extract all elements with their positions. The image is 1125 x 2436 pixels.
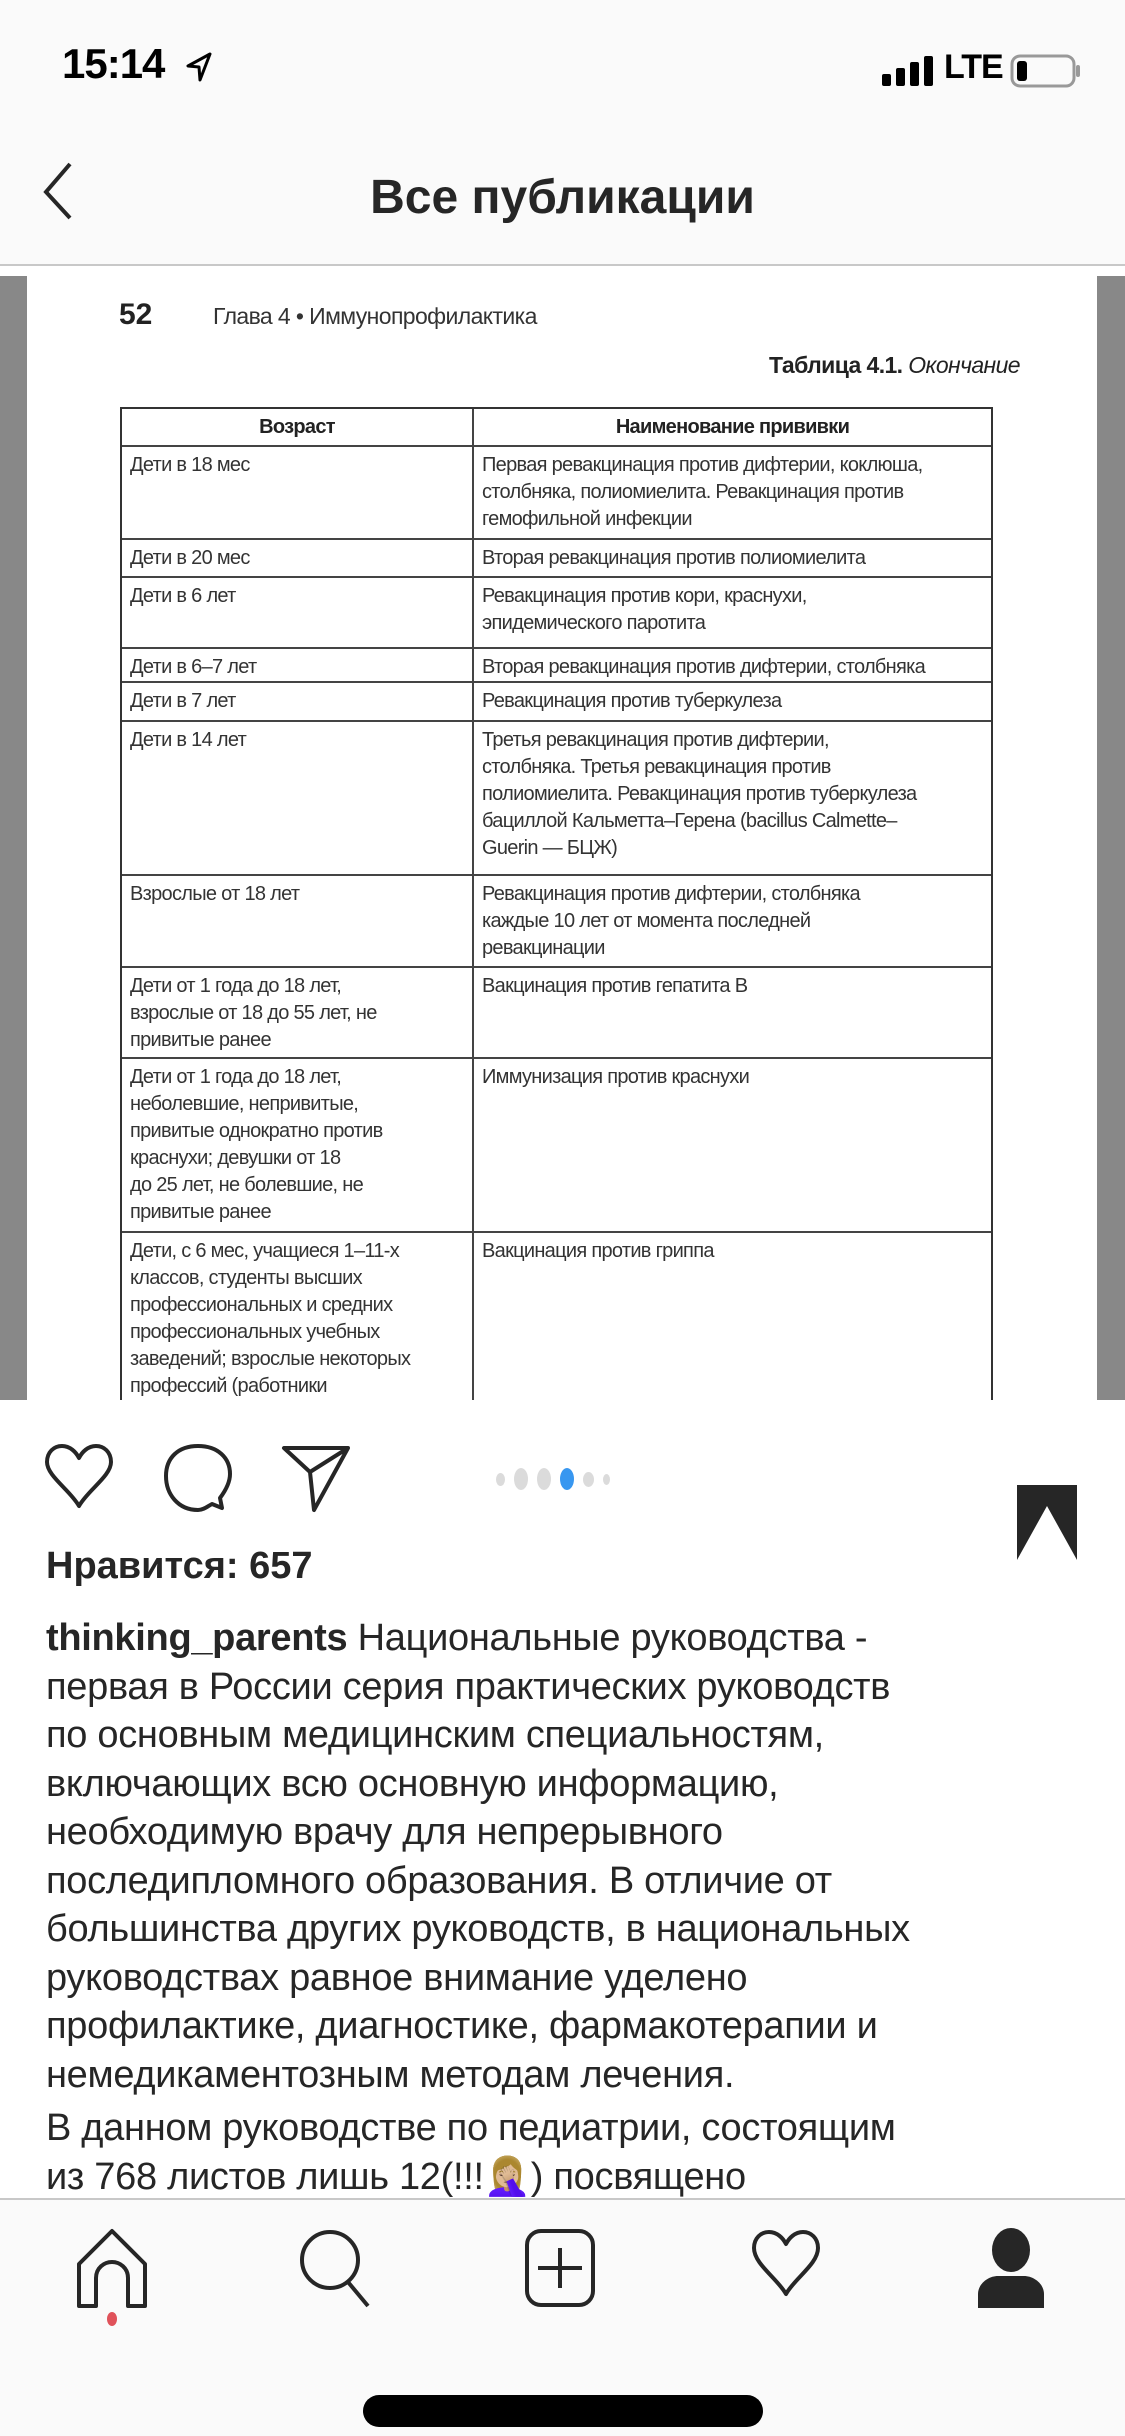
notification-dot: [107, 2312, 117, 2326]
cell-vaccine: Иммунизация против краснухи: [482, 1066, 750, 1088]
carousel-dot: [514, 1468, 528, 1490]
home-icon[interactable]: [76, 2228, 148, 2308]
post-caption: [46, 1614, 1096, 2201]
table-row: [122, 540, 991, 578]
cell-vaccine: Вторая ревакцинация против полиомиелита: [482, 547, 866, 569]
new-post-icon[interactable]: [524, 2228, 596, 2308]
table-row: [122, 722, 991, 876]
caption-text: Национальные руководства -: [357, 1617, 868, 1659]
caption-text: первая в России серия практических руководств: [46, 1665, 891, 1708]
cell-age: Дети в 18 мес: [122, 447, 474, 538]
carousel-indicator: [496, 1468, 610, 1490]
cell-age: Дети в 7 лет: [122, 683, 474, 720]
carousel-dot: [560, 1468, 574, 1490]
caption-text: руководствах равное внимание уделено: [46, 1956, 748, 1999]
carousel-dot: [603, 1474, 610, 1485]
cell-age: Дети в 6 лет: [122, 578, 474, 647]
location-arrow-icon: [186, 52, 212, 82]
post-image-carousel[interactable]: [0, 276, 1125, 1400]
caption-line: [46, 1905, 1096, 1954]
bookmark-icon[interactable]: [1016, 1484, 1078, 1560]
caption-line: В данном руководстве по педиатрии, состоящим: [46, 2107, 896, 2149]
battery-icon: [1010, 54, 1082, 88]
post-actions: [0, 1440, 1125, 1520]
table-row: [122, 968, 991, 1059]
caption-line: [46, 1760, 1096, 1809]
table-caption: [769, 352, 1020, 379]
table-caption-bold: Таблица 4.1.: [769, 352, 903, 378]
activity-heart-icon[interactable]: [750, 2228, 822, 2298]
caption-line: [46, 1711, 1096, 1760]
book-page-image: [27, 276, 1097, 1400]
cell-vaccine: Ревакцинация против кори, краснухи, эпидемического паротита: [482, 585, 807, 634]
column-header-age: Возраст: [122, 409, 474, 445]
comment-icon[interactable]: [162, 1442, 234, 1514]
table-caption-italic: Окончание: [908, 352, 1020, 378]
table-row: [122, 1233, 991, 1400]
caption-text: большинства других руководств, в национальных: [46, 1908, 910, 1950]
caption-text: профилактике, диагностике, фармакотерапии и: [46, 2005, 878, 2047]
caption-line: [46, 2051, 1096, 2100]
likes-count[interactable]: Нравится: 657: [46, 1545, 313, 1587]
carousel-dot: [537, 1468, 551, 1490]
caption-line: [46, 2002, 1096, 2051]
caption-line: из 768 листов лишь 12(!!!🤦🏼‍♀️) посвящено: [46, 2155, 746, 2198]
chapter-title: Глава 4 • Иммунопрофилактика: [213, 303, 537, 329]
caption-line: [46, 1663, 1096, 1712]
caption-text: немедикаментозным методам лечения.: [46, 2053, 735, 2096]
cell-age: Дети, с 6 мес, учащиеся 1–11-х классов, студенты высших профессиональных и средних профессиональных учебных заведений; взрослые некоторых профессий (работники: [122, 1233, 474, 1400]
home-indicator[interactable]: [363, 2395, 763, 2427]
caption-line: [46, 1954, 1096, 2003]
table-row: [122, 1059, 991, 1233]
caption-line: [46, 1857, 1096, 1906]
table-header-row: [122, 409, 991, 447]
caption-text: включающих всю основную информацию,: [46, 1762, 779, 1805]
page-title: Все публикации: [370, 171, 755, 224]
table-row: [122, 683, 991, 722]
carousel-dot: [583, 1472, 594, 1487]
nav-header: [0, 130, 1125, 266]
table-row: [122, 447, 991, 540]
vaccination-table: [120, 407, 993, 1400]
cell-age: Взрослые от 18 лет: [122, 876, 474, 966]
cell-age: Дети в 6–7 лет: [122, 649, 474, 681]
heart-icon[interactable]: [42, 1442, 116, 1512]
username-link[interactable]: thinking_parents: [46, 1617, 348, 1659]
status-time: 15:14: [62, 40, 165, 87]
cell-age: Дети в 14 лет: [122, 722, 474, 874]
cell-vaccine: Ревакцинация против дифтерии, столбняка каждые 10 лет от момента последней ревакцинации: [482, 883, 860, 959]
cell-vaccine: Первая ревакцинация против дифтерии, коклюша, столбняка, полиомиелита. Ревакцинация против гемофильной инфекции: [482, 454, 923, 530]
cell-vaccine: Третья ревакцинация против дифтерии, столбняка. Третья ревакцинация против полиомиелита. Ревакцинация против туберкулеза бациллой Кальметта–Герена (bacillus Calmette– Guerin — БЦЖ): [482, 729, 917, 859]
status-bar: [0, 0, 1125, 130]
caption-text: последипломного образования. В отличие от: [46, 1859, 832, 1902]
page-number: 52: [119, 298, 153, 331]
cell-vaccine: Вакцинация против гриппа: [482, 1240, 714, 1262]
signal-icon: [882, 56, 936, 86]
cell-vaccine: Вакцинация против гепатита В: [482, 975, 748, 997]
share-send-icon[interactable]: [280, 1444, 352, 1514]
cell-age: Дети в 20 мес: [122, 540, 474, 576]
cell-vaccine: Вторая ревакцинация против дифтерии, столбняка: [482, 656, 926, 678]
caption-line: [46, 1614, 1096, 1663]
profile-icon[interactable]: [978, 2228, 1044, 2308]
caption-line: [46, 1808, 1096, 1857]
network-type: LTE: [944, 48, 1003, 86]
cell-age: Дети от 1 года до 18 лет, неболевшие, непривитые, привитые однократно против краснухи; девушки от 18 до 25 лет, не болевшие, не привитые ранее: [122, 1059, 474, 1231]
caption-text: необходимую врачу для непрерывного: [46, 1811, 723, 1853]
cell-vaccine: Ревакцинация против туберкулеза: [482, 690, 782, 712]
caption-text: по основным медицинским специальностям,: [46, 1714, 824, 1756]
table-row: [122, 649, 991, 683]
table-row: [122, 578, 991, 649]
column-header-vaccine: Наименование прививки: [615, 416, 850, 438]
carousel-dot: [496, 1473, 505, 1486]
cell-age: Дети от 1 года до 18 лет, взрослые от 18 до 55 лет, не привитые ранее: [122, 968, 474, 1057]
search-icon[interactable]: [298, 2228, 374, 2308]
table-row: [122, 876, 991, 968]
